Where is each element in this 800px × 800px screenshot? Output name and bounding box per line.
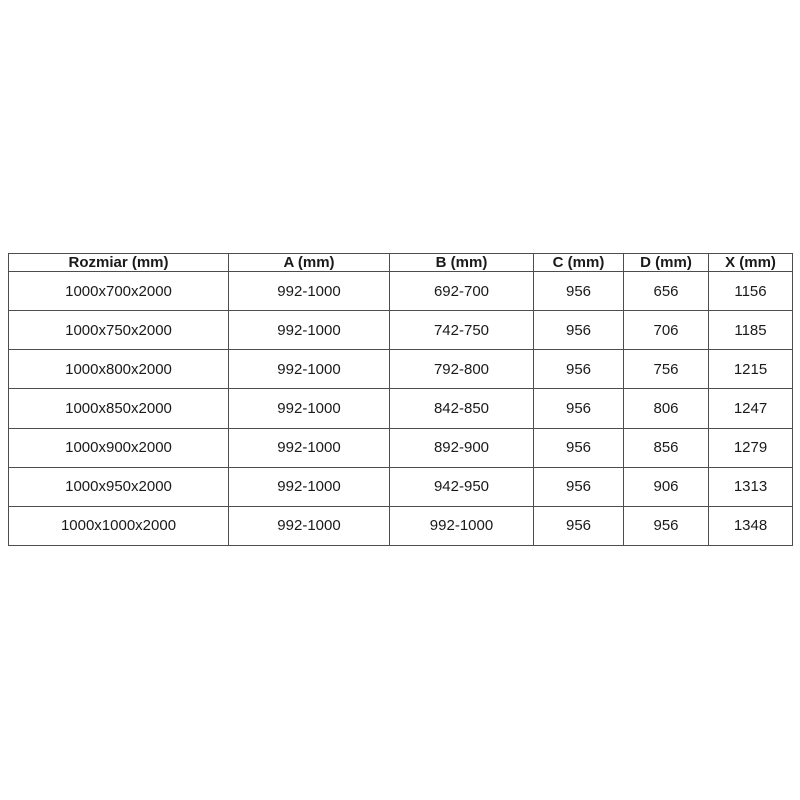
- cell-x: 1247: [709, 389, 793, 428]
- cell-a: 992-1000: [229, 350, 390, 389]
- cell-c: 956: [534, 350, 624, 389]
- cell-d: 856: [624, 428, 709, 467]
- column-header-d: D (mm): [624, 254, 709, 272]
- cell-a: 992-1000: [229, 428, 390, 467]
- cell-rozmiar: 1000x850x2000: [9, 389, 229, 428]
- cell-rozmiar: 1000x900x2000: [9, 428, 229, 467]
- cell-b: 742-750: [390, 311, 534, 350]
- cell-b: 692-700: [390, 272, 534, 311]
- column-header-c: C (mm): [534, 254, 624, 272]
- column-header-a: A (mm): [229, 254, 390, 272]
- cell-b: 892-900: [390, 428, 534, 467]
- cell-rozmiar: 1000x950x2000: [9, 467, 229, 506]
- cell-b: 792-800: [390, 350, 534, 389]
- size-spec-table: [8, 253, 793, 546]
- cell-c: 956: [534, 311, 624, 350]
- cell-b: 842-850: [390, 389, 534, 428]
- cell-c: 956: [534, 389, 624, 428]
- cell-rozmiar: 1000x1000x2000: [9, 506, 229, 545]
- cell-c: 956: [534, 506, 624, 545]
- table-row: [9, 506, 793, 545]
- cell-b: 942-950: [390, 467, 534, 506]
- table-row: [9, 467, 793, 506]
- header-row: [9, 254, 793, 272]
- cell-d: 806: [624, 389, 709, 428]
- cell-d: 956: [624, 506, 709, 545]
- table-row: [9, 311, 793, 350]
- table-row: [9, 389, 793, 428]
- cell-x: 1348: [709, 506, 793, 545]
- column-header-b: B (mm): [390, 254, 534, 272]
- column-header-x: X (mm): [709, 254, 793, 272]
- cell-d: 906: [624, 467, 709, 506]
- cell-c: 956: [534, 272, 624, 311]
- cell-rozmiar: 1000x700x2000: [9, 272, 229, 311]
- cell-a: 992-1000: [229, 506, 390, 545]
- cell-a: 992-1000: [229, 311, 390, 350]
- cell-rozmiar: 1000x750x2000: [9, 311, 229, 350]
- cell-d: 656: [624, 272, 709, 311]
- cell-c: 956: [534, 428, 624, 467]
- cell-x: 1215: [709, 350, 793, 389]
- cell-x: 1185: [709, 311, 793, 350]
- table-row: [9, 428, 793, 467]
- cell-a: 992-1000: [229, 272, 390, 311]
- cell-x: 1313: [709, 467, 793, 506]
- cell-a: 992-1000: [229, 467, 390, 506]
- column-header-rozmiar: Rozmiar (mm): [9, 254, 229, 272]
- cell-x: 1279: [709, 428, 793, 467]
- cell-x: 1156: [709, 272, 793, 311]
- table-row: [9, 272, 793, 311]
- cell-b: 992-1000: [390, 506, 534, 545]
- cell-a: 992-1000: [229, 389, 390, 428]
- table-row: [9, 350, 793, 389]
- cell-d: 706: [624, 311, 709, 350]
- cell-rozmiar: 1000x800x2000: [9, 350, 229, 389]
- cell-d: 756: [624, 350, 709, 389]
- cell-c: 956: [534, 467, 624, 506]
